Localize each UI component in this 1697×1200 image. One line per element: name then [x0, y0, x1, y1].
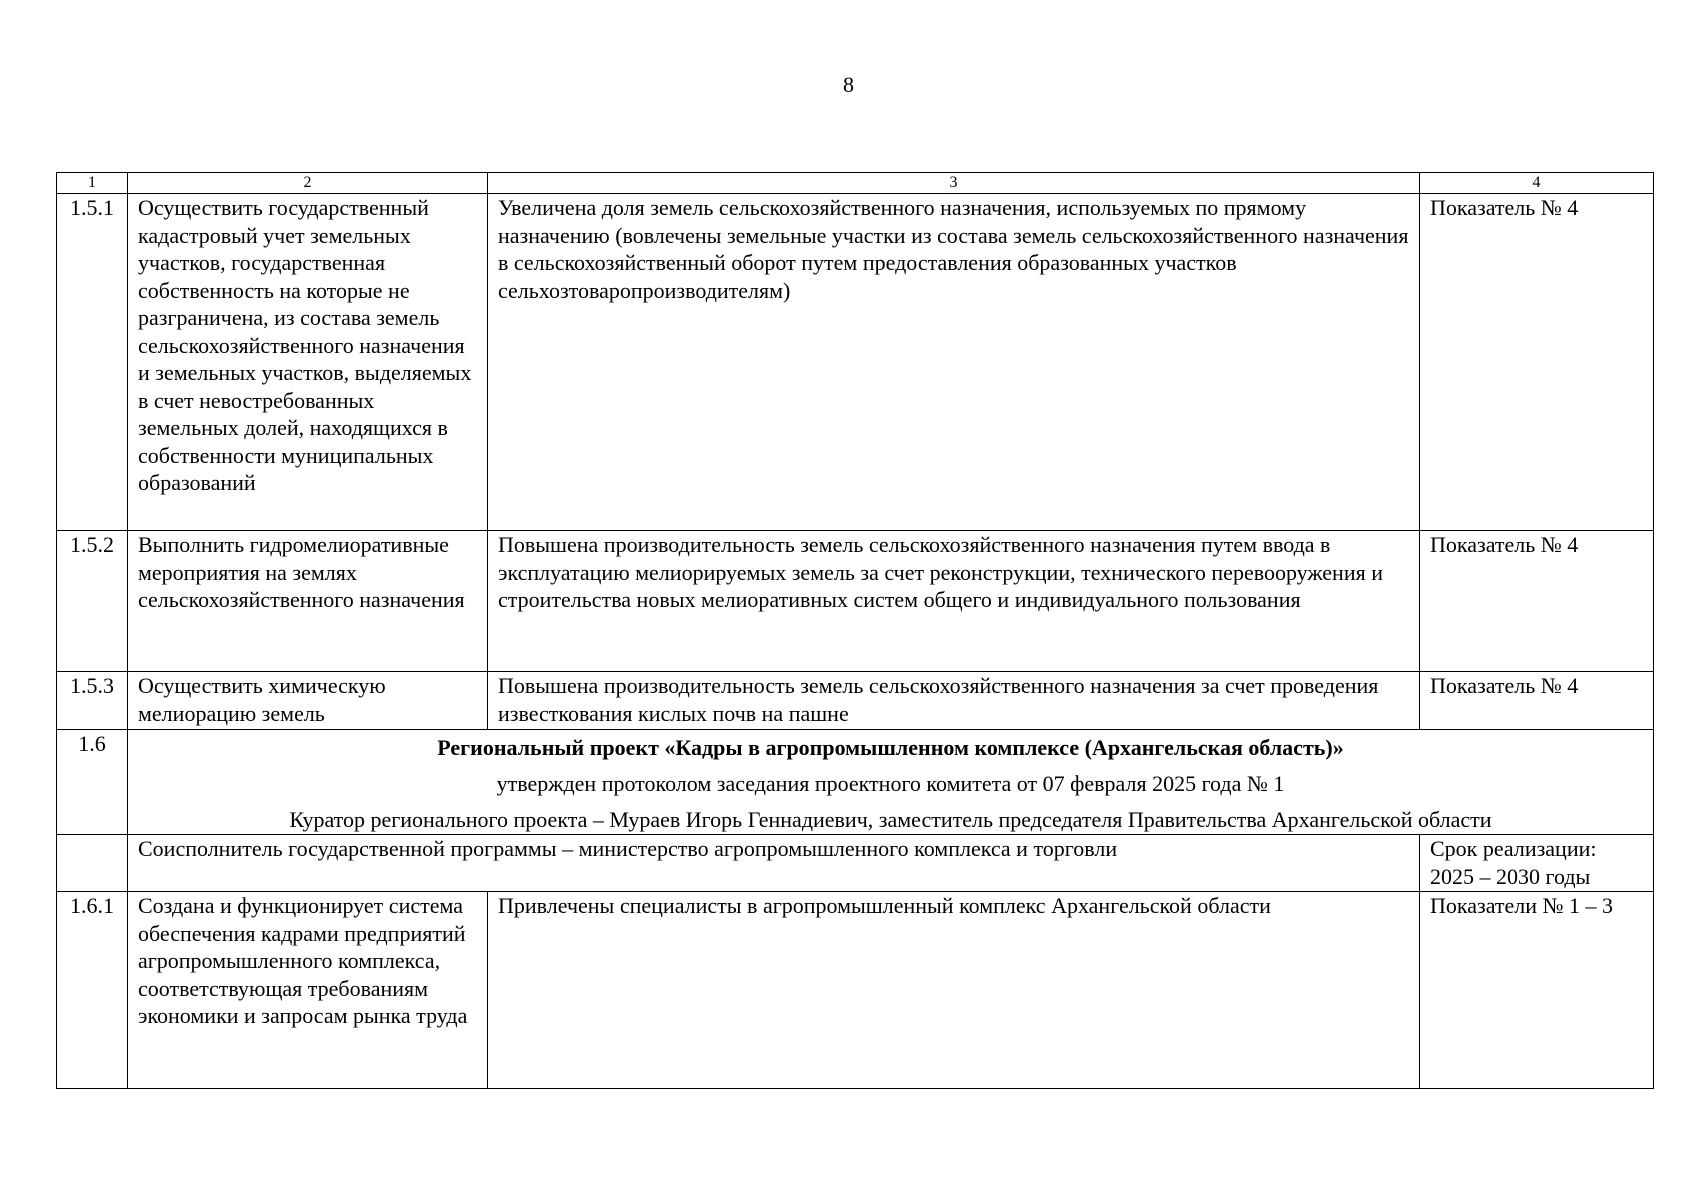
indicator-cell: Показатели № 1 – 3 [1420, 892, 1654, 1089]
indicator-cell: Показатель № 4 [1420, 531, 1654, 672]
page-number: 8 [843, 72, 854, 97]
column-number-1: 1 [57, 173, 128, 194]
project-number: 1.6 [57, 730, 128, 835]
row-number: 1.5.2 [57, 531, 128, 672]
result-cell: Привлечены специалисты в агропромышленный комплекс Архангельской области [488, 892, 1420, 1089]
indicator-cell: Показатель № 4 [1420, 672, 1654, 730]
column-number-3: 3 [488, 173, 1420, 194]
column-number-4: 4 [1420, 173, 1654, 194]
column-number-2: 2 [128, 173, 488, 194]
table-row [57, 672, 1654, 730]
project-approval: утвержден протоколом заседания проектного комитета от 07 февраля 2025 года № 1 [496, 771, 1285, 796]
table-row [57, 531, 1654, 672]
table-header-row [57, 173, 1654, 194]
indicator-cell: Показатель № 4 [1420, 194, 1654, 531]
project-info-cell [128, 730, 1654, 835]
row-number: 1.5.3 [57, 672, 128, 730]
term-label: Срок реализации: [1430, 836, 1597, 861]
table-row [57, 892, 1654, 1089]
term-cell [1420, 835, 1654, 892]
result-cell: Увеличена доля земель сельскохозяйственного назначения, используемых по прямому назначению (вовлечены земельные участки из состава земель сельскохозяйственного назначения в сельскохозяйственный оборот путем предоставления образованных участков сельхозтоваропроизводителям) [488, 194, 1420, 531]
task-cell: Осуществить химическую мелиорацию земель [128, 672, 488, 730]
coexecutor-row [57, 835, 1654, 892]
task-cell: Осуществить государственный кадастровый учет земельных участков, государственная собственность на которые не разграничена, из состава земель сельскохозяйственного назначения и земельных участков, выделяемых в счет невостребованных земельных долей, находящихся в собственности муниципальных образований [128, 194, 488, 531]
coexecutor-cell: Соисполнитель государственной программы – министерство агропромышленного комплекса и торговли [128, 835, 1420, 892]
project-curator: Куратор регионального проекта – Мураев Игорь Геннадиевич, заместитель председателя Правительства Архангельской области [289, 807, 1492, 832]
task-cell: Выполнить гидромелиоративные мероприятия на землях сельскохозяйственного назначения [128, 531, 488, 672]
task-cell: Создана и функционирует система обеспечения кадрами предприятий агропромышленного комплекса, соответствующая требованиям экономики и запросам рынка труда [128, 892, 488, 1089]
empty-cell [57, 835, 128, 892]
program-table [56, 172, 1654, 1089]
term-value: 2025 – 2030 годы [1430, 863, 1591, 889]
row-number: 1.5.1 [57, 194, 128, 531]
row-number: 1.6.1 [57, 892, 128, 1089]
table-row [57, 194, 1654, 531]
project-title: Региональный проект «Кадры в агропромышленном комплексе (Архангельская область)» [437, 735, 1344, 760]
project-header-row [57, 730, 1654, 835]
result-cell: Повышена производительность земель сельскохозяйственного назначения путем ввода в эксплуатацию мелиорируемых земель за счет реконструкции, технического перевооружения и строительства новых мелиоративных систем общего и индивидуального пользования [488, 531, 1420, 672]
result-cell: Повышена производительность земель сельскохозяйственного назначения за счет проведения известкования кислых почв на пашне [488, 672, 1420, 730]
